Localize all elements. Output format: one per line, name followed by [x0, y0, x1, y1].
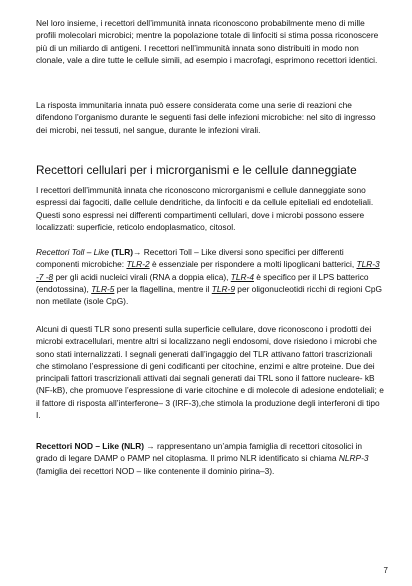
intro-paragraph: Nel loro insieme, i recettori dell’immunità innata riconoscono probabilmente meno di mille profili molecolari microbici; mentre la popolazione totale di linfociti si stima possa riconoscere più di un miliardo di antigeni. I recettori nell’immunità innata sono distribuiti in modo non clonale, vale a dire tutte le cellule simili, ad esempio i macrofagi, esprimono recettori identici. — [36, 18, 379, 65]
tlr-text-6: per oligonucleotidi ricchi di regioni CpG non metilate (isole CpG). — [36, 283, 383, 307]
tlr-9-term: TLR-9 — [211, 283, 235, 294]
tlr-2-term: TLR-2 — [126, 259, 150, 270]
nlr-text-2: (famiglia dei recettori NOD – like contenente il dominio pirina–3). — [36, 465, 275, 476]
nlr-term: Recettori NOD – Like (NLR) — [36, 441, 145, 451]
tlr-term: Recettori Toll – Like — [36, 247, 109, 257]
section-heading: Recettori cellulari per i microrganismi e le cellule danneggiate — [36, 163, 357, 177]
page-number: 7 — [383, 566, 388, 575]
nlr-text-1: → rappresentano un’ampia famiglia di recettori citosolici in grado di legare DAMP o PAMP nel citoplasma. Il primo NLR identificato si chiama — [36, 441, 363, 464]
tlr-signaling-paragraph: Alcuni di questi TLR sono presenti sulla superficie cellulare, dove riconoscono i prodotti dei microbi extracellulari, mentre altri si localizzano negli endosomi, dove risiedono i microbi che sono stati internalizzati. I segnali generati dall’ingaggio del TLR attivano fattori trascrizionali che stimolano l’espressione di geni codificanti per citochine, enzimi e altre proteine. Due dei principali fattori trascrizionali attivati dai segnali generati dai TRL sono il fattore nucleare- kB (NF-kB), che promuove l’espressione di varie citochine e di molecole di adesione endoteliali; e il fattore di risposta all’interferone– 3 (IRF-3),che stimola la produzione degli interferoni di tipo I. — [36, 324, 384, 421]
tlr-text-2: è essenziale per rispondere a molti lipoglicani batterici, — [149, 259, 357, 270]
tlr-paragraph — [36, 246, 384, 307]
tlr-5-term: TLR-5 — [91, 283, 115, 294]
tlr-4-term: TLR-4 — [230, 271, 254, 282]
nlr-paragraph — [36, 440, 384, 477]
tlr-text-1: → Recettori Toll – Like diversi sono specifici per differenti componenti microbiche: — [36, 247, 344, 270]
tlr-text-5: per la flagellina, mentre il — [114, 283, 212, 294]
innate-response-paragraph: La risposta immunitaria innata può essere considerata come una serie di reazioni che difendono l’organismo durante le seguenti fasi delle infezioni microbiche: nel sito di ingresso dei microbi, nei tessuti, nel sangue, durante le infezioni virali. — [36, 100, 376, 135]
nlrp-3-term: NLRP-3 — [338, 453, 369, 464]
receptors-paragraph: I recettori dell’immunità innata che riconoscono microrganismi e cellule danneggiate sono espressi dai fagociti, dalle cellule dendritiche, da linfociti e da cellule epiteliali ed endoteliali. Questi sono espressi nei differenti compartimenti cellulari, dove i microbi possono essere localizzati: superficie, reticolo endoplasmatico, citosol. — [36, 185, 374, 232]
tlr-abbr: (TLR) — [111, 247, 134, 257]
tlr-3-7-8-term: TLR-3 -7 -8 — [36, 259, 380, 282]
tlr-text-4: è specifico per il LPS batterico (endotossina), — [36, 271, 369, 294]
tlr-text-3: per gli acidi nucleici virali (RNA a doppia elica), — [53, 271, 231, 282]
